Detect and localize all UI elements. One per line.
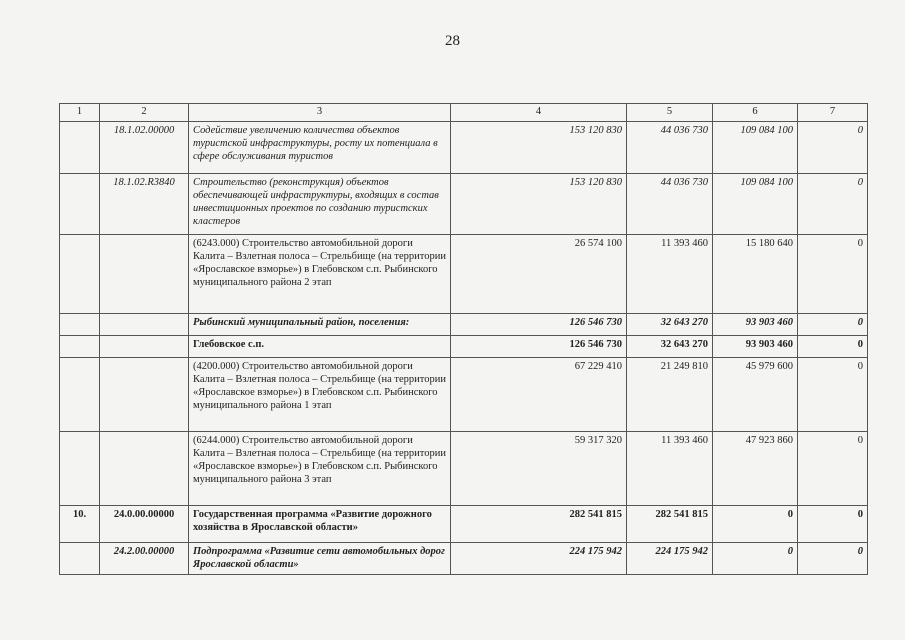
- row-number-cell: [60, 314, 100, 336]
- row-number-cell: [60, 543, 100, 575]
- amount-col6-cell: 109 084 100: [713, 174, 798, 235]
- table-row: [60, 336, 868, 358]
- item-name-cell: Государственная программа «Развитие дорожного хозяйства в Ярославской области»: [189, 506, 451, 543]
- total-amount-cell: 282 541 815: [451, 506, 627, 543]
- amount-col5-cell: 224 175 942: [627, 543, 713, 575]
- budget-table: [59, 103, 868, 575]
- amount-col5-cell: 282 541 815: [627, 506, 713, 543]
- item-name-cell: Рыбинский муниципальный район, поселения:: [189, 314, 451, 336]
- table-row: [60, 174, 868, 235]
- amount-col7-cell: 0: [798, 336, 868, 358]
- row-number-cell: 10.: [60, 506, 100, 543]
- table-row: [60, 122, 868, 174]
- budget-code-cell: [100, 432, 189, 506]
- amount-col5-cell: 32 643 270: [627, 336, 713, 358]
- row-number-cell: [60, 358, 100, 432]
- page-number: 28: [445, 33, 460, 49]
- amount-col6-cell: 15 180 640: [713, 235, 798, 314]
- column-header: 2: [100, 104, 189, 122]
- row-number-cell: [60, 174, 100, 235]
- amount-col7-cell: 0: [798, 506, 868, 543]
- amount-col6-cell: 47 923 860: [713, 432, 798, 506]
- total-amount-cell: 153 120 830: [451, 174, 627, 235]
- amount-col7-cell: 0: [798, 358, 868, 432]
- budget-code-cell: 18.1.02.00000: [100, 122, 189, 174]
- amount-col6-cell: 0: [713, 543, 798, 575]
- amount-col5-cell: 44 036 730: [627, 174, 713, 235]
- item-name-cell: Глебовское с.п.: [189, 336, 451, 358]
- amount-col5-cell: 44 036 730: [627, 122, 713, 174]
- amount-col7-cell: 0: [798, 174, 868, 235]
- row-number-cell: [60, 122, 100, 174]
- total-amount-cell: 153 120 830: [451, 122, 627, 174]
- budget-code-cell: [100, 235, 189, 314]
- total-amount-cell: 59 317 320: [451, 432, 627, 506]
- amount-col6-cell: 93 903 460: [713, 314, 798, 336]
- amount-col7-cell: 0: [798, 432, 868, 506]
- column-header: 6: [713, 104, 798, 122]
- table-row: [60, 235, 868, 314]
- amount-col5-cell: 11 393 460: [627, 235, 713, 314]
- table-row: [60, 543, 868, 575]
- column-header: 1: [60, 104, 100, 122]
- row-number-cell: [60, 336, 100, 358]
- header-row: [60, 104, 868, 122]
- amount-col6-cell: 45 979 600: [713, 358, 798, 432]
- total-amount-cell: 26 574 100: [451, 235, 627, 314]
- column-header: 4: [451, 104, 627, 122]
- budget-code-cell: 18.1.02.R3840: [100, 174, 189, 235]
- amount-col6-cell: 0: [713, 506, 798, 543]
- budget-code-cell: 24.2.00.00000: [100, 543, 189, 575]
- item-name-cell: (6244.000) Строительство автомобильной дороги Калита – Взлетная полоса – Стрельбище (на территории «Ярославское взморье») в Глебовском с.п. Рыбинского муниципального района 3 этап: [189, 432, 451, 506]
- column-header: 3: [189, 104, 451, 122]
- item-name-cell: (4200.000) Строительство автомобильной дороги Калита – Взлетная полоса – Стрельбище (на территории «Ярославское взморье») в Глебовском с.п. Рыбинского муниципального района 1 этап: [189, 358, 451, 432]
- budget-code-cell: [100, 336, 189, 358]
- amount-col5-cell: 11 393 460: [627, 432, 713, 506]
- amount-col7-cell: 0: [798, 235, 868, 314]
- amount-col6-cell: 93 903 460: [713, 336, 798, 358]
- amount-col5-cell: 32 643 270: [627, 314, 713, 336]
- item-name-cell: (6243.000) Строительство автомобильной дороги Калита – Взлетная полоса – Стрельбище (на территории «Ярославское взморье») в Глебовском с.п. Рыбинского муниципального района 2 этап: [189, 235, 451, 314]
- amount-col7-cell: 0: [798, 543, 868, 575]
- total-amount-cell: 224 175 942: [451, 543, 627, 575]
- row-number-cell: [60, 432, 100, 506]
- amount-col5-cell: 21 249 810: [627, 358, 713, 432]
- table-row: [60, 432, 868, 506]
- amount-col7-cell: 0: [798, 122, 868, 174]
- table-row: [60, 358, 868, 432]
- column-header: 5: [627, 104, 713, 122]
- total-amount-cell: 67 229 410: [451, 358, 627, 432]
- item-name-cell: Подпрограмма «Развитие сети автомобильных дорог Ярославской области»: [189, 543, 451, 575]
- total-amount-cell: 126 546 730: [451, 314, 627, 336]
- total-amount-cell: 126 546 730: [451, 336, 627, 358]
- amount-col6-cell: 109 084 100: [713, 122, 798, 174]
- budget-code-cell: [100, 358, 189, 432]
- amount-col7-cell: 0: [798, 314, 868, 336]
- column-header: 7: [798, 104, 868, 122]
- item-name-cell: Строительство (реконструкция) объектов обеспечивающей инфраструктуры, входящих в состав инвестиционных проектов по созданию туристских кластеров: [189, 174, 451, 235]
- table-row: [60, 314, 868, 336]
- budget-code-cell: [100, 314, 189, 336]
- budget-code-cell: 24.0.00.00000: [100, 506, 189, 543]
- row-number-cell: [60, 235, 100, 314]
- item-name-cell: Содействие увеличению количества объектов туристской инфраструктуры, росту их потенциала в сфере обслуживания туристов: [189, 122, 451, 174]
- table-row: [60, 506, 868, 543]
